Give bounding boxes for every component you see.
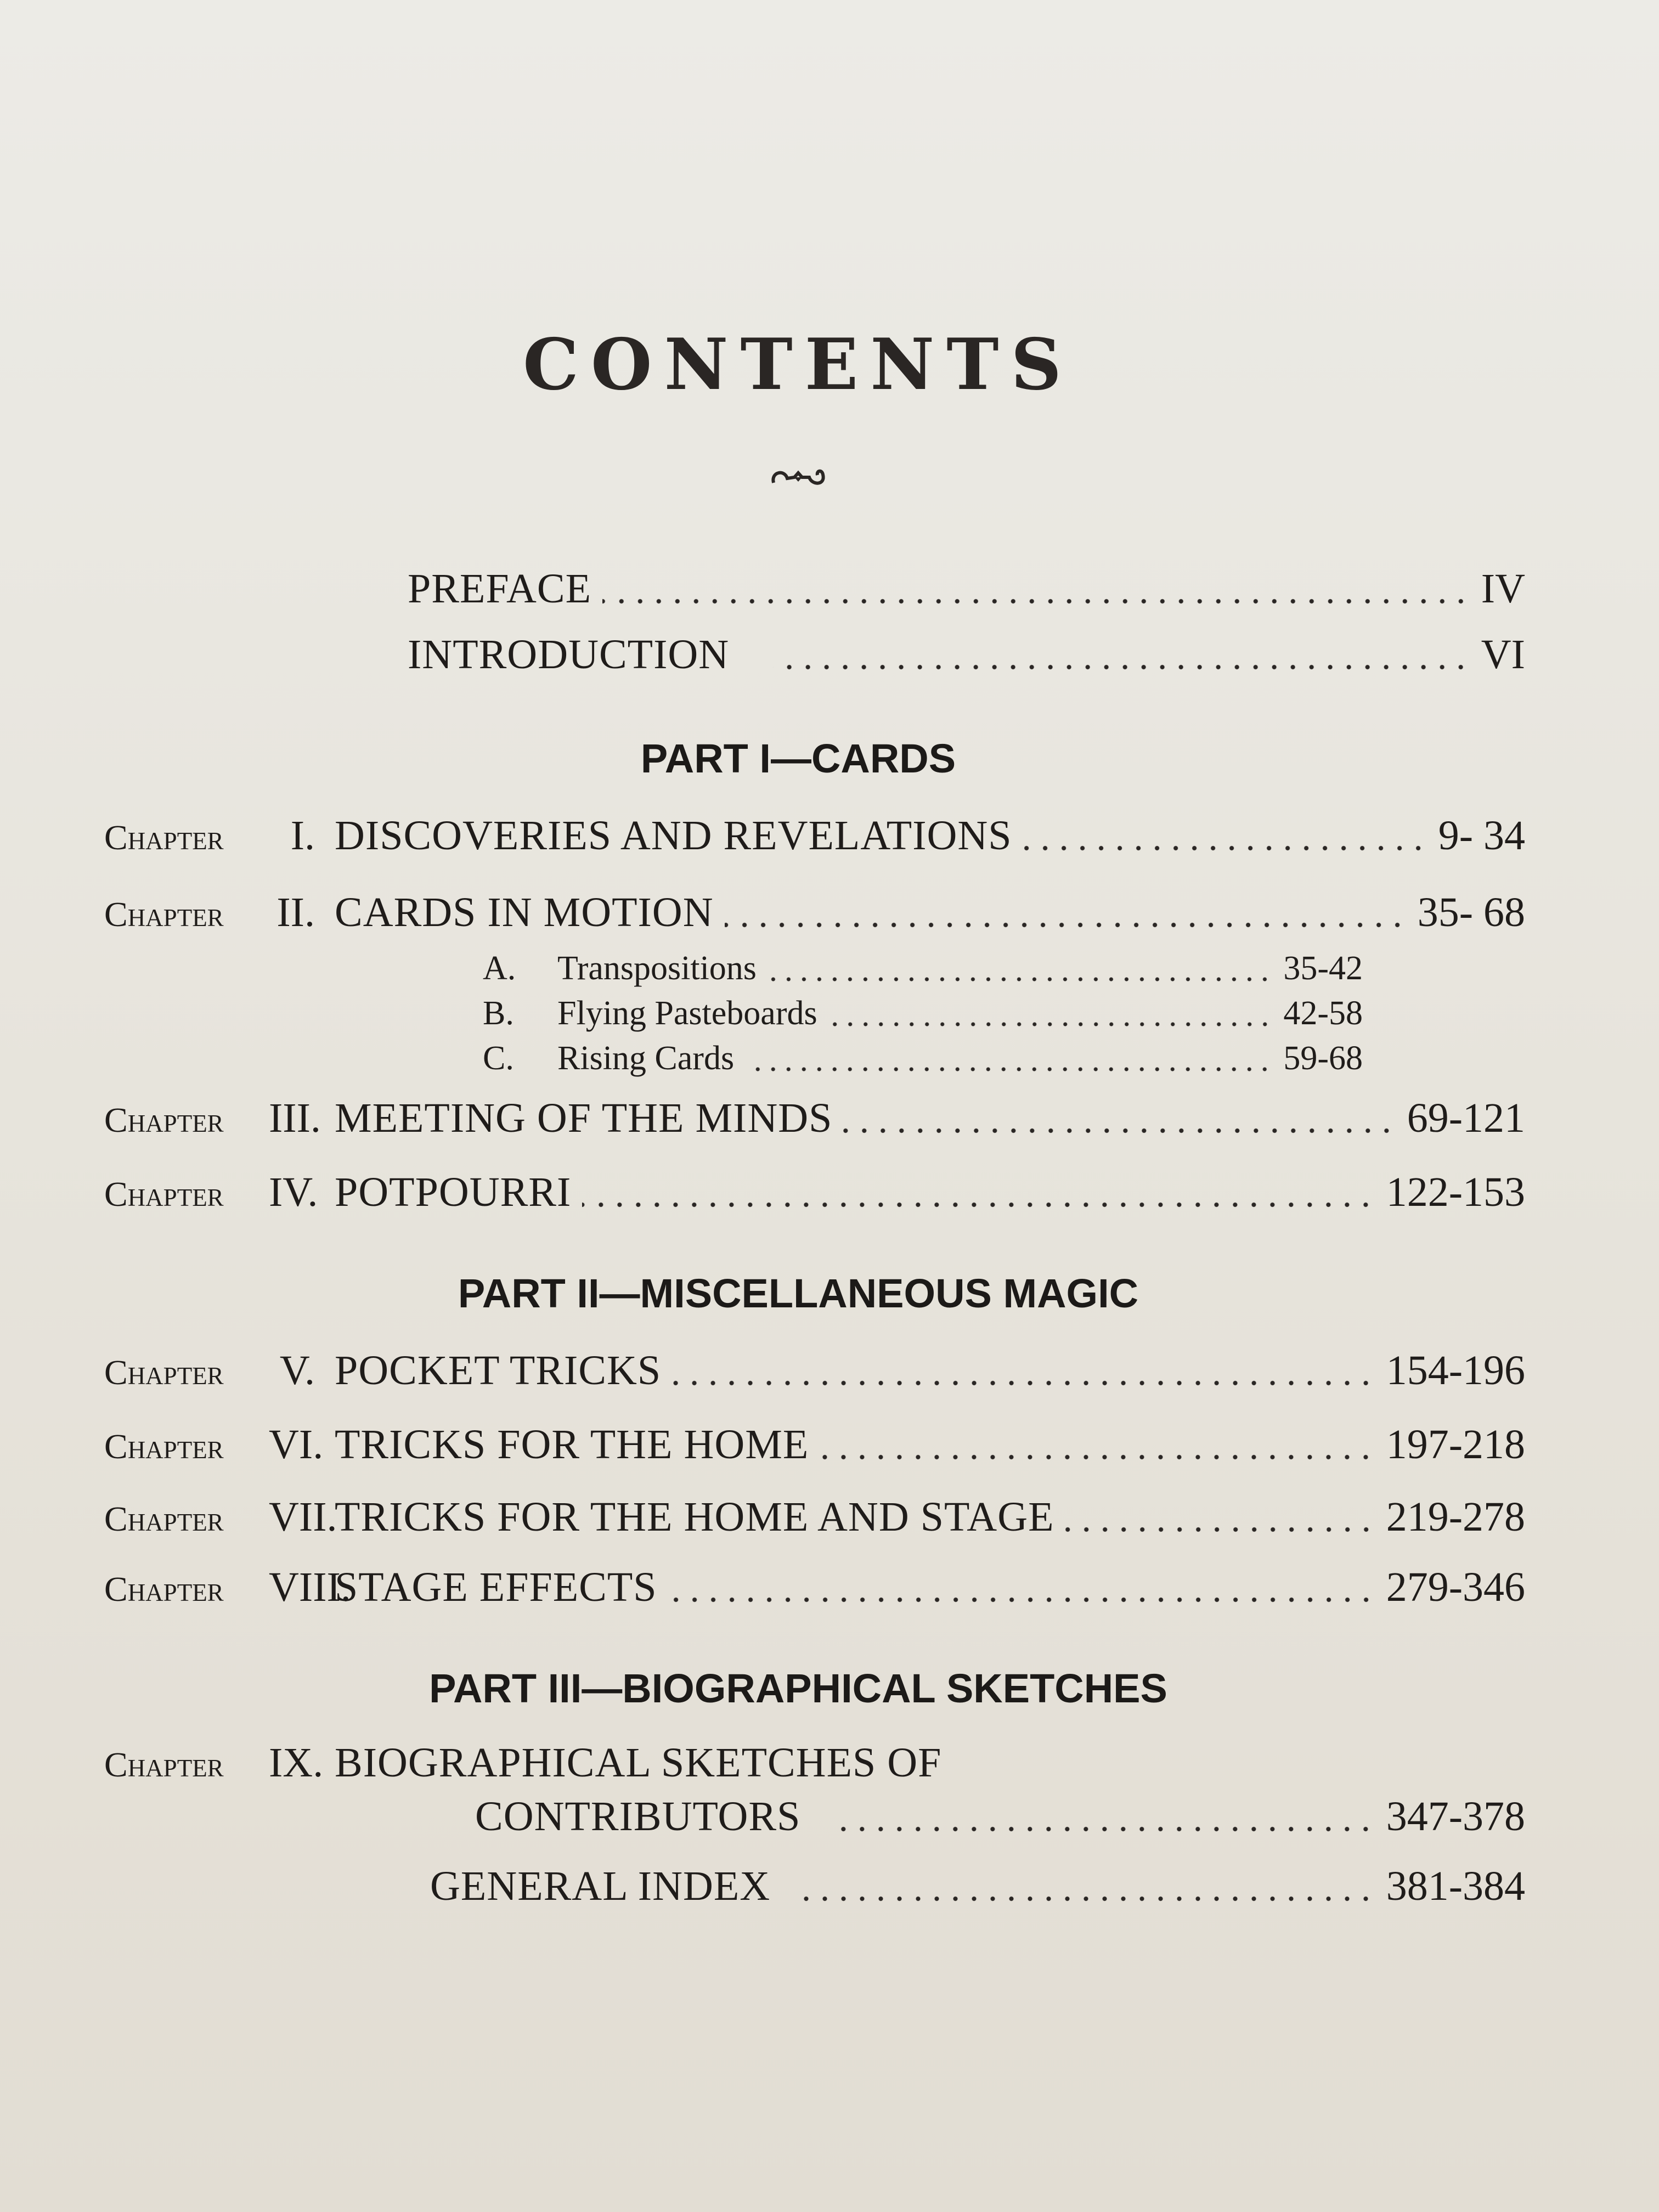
entry-title: TRICKS FOR THE HOME AND STAGE: [335, 1494, 1054, 1540]
chapter-number: IX.: [269, 1740, 324, 1786]
page-title: CONTENTS: [523, 324, 1074, 406]
entry-title: POTPOURRI: [335, 1169, 572, 1215]
toc-entry-introduction[interactable]: [408, 631, 1525, 679]
toc-entry-preface[interactable]: [408, 565, 1525, 613]
entry-pages: 122-153: [1386, 1169, 1525, 1215]
entry-pages: 59-68: [1283, 1040, 1363, 1077]
entry-pages: IV: [1481, 566, 1525, 612]
entry-pages: 69-121: [1407, 1095, 1525, 1141]
entry-title: BIOGRAPHICAL SKETCHES OF: [335, 1740, 942, 1786]
toc-section[interactable]: [483, 994, 1363, 1033]
chapter-number: VIII.: [269, 1564, 351, 1610]
dot-leader: [745, 1066, 1272, 1073]
toc-section[interactable]: [483, 1039, 1363, 1078]
chapter-label: Chapter: [104, 1101, 224, 1139]
entry-title: TRICKS FOR THE HOME: [335, 1421, 809, 1468]
entry-title: POCKET TRICKS: [335, 1347, 662, 1393]
part-heading: PART II—MISCELLANEOUS MAGIC: [458, 1271, 1139, 1316]
entry-pages: 197-218: [1386, 1421, 1525, 1468]
toc-section[interactable]: [483, 949, 1363, 988]
entry-pages: 219-278: [1386, 1494, 1525, 1540]
entry-pages: 347-378: [1386, 1793, 1525, 1839]
chapter-label: Chapter: [104, 1427, 224, 1466]
dot-leader: [672, 1379, 1375, 1387]
part-heading: PART I—CARDS: [640, 736, 956, 781]
chapter-number: IV.: [269, 1169, 318, 1215]
part-heading: PART III—BIOGRAPHICAL SKETCHES: [429, 1666, 1167, 1711]
entry-title: DISCOVERIES AND REVELATIONS: [335, 812, 1012, 859]
toc-chapter-continued[interactable]: [475, 1793, 1525, 1841]
dot-leader: [773, 663, 1470, 671]
dot-leader: [668, 1596, 1375, 1604]
toc-chapter[interactable]: [104, 1094, 1525, 1142]
ornament-icon: [768, 461, 828, 494]
entry-pages: VI: [1481, 631, 1525, 678]
toc-chapter[interactable]: [104, 1739, 1525, 1787]
entry-pages: 35-42: [1283, 950, 1363, 987]
chapter-number: II.: [276, 889, 315, 935]
toc-chapter[interactable]: [104, 1347, 1525, 1395]
entry-title: STAGE EFFECTS: [335, 1564, 657, 1610]
entry-pages: 154-196: [1386, 1347, 1525, 1393]
dot-leader: [602, 597, 1470, 605]
entry-title: INTRODUCTION: [408, 631, 730, 678]
entry-title: GENERAL INDEX: [430, 1863, 771, 1909]
toc-chapter[interactable]: [104, 1493, 1525, 1541]
section-letter: C.: [483, 1040, 514, 1077]
entry-pages: 381-384: [1386, 1863, 1525, 1909]
chapter-label: Chapter: [104, 1570, 224, 1609]
chapter-label: Chapter: [104, 818, 224, 857]
dot-leader: [725, 921, 1407, 929]
chapter-label: Chapter: [104, 895, 224, 934]
entry-pages: 279-346: [1386, 1564, 1525, 1610]
entry-title: Flying Pasteboards: [557, 995, 817, 1032]
section-letter: B.: [483, 995, 514, 1032]
chapter-number: VII.: [269, 1494, 337, 1540]
entry-title: Rising Cards: [557, 1040, 735, 1077]
entry-pages: 42-58: [1283, 995, 1363, 1032]
entry-title: MEETING OF THE MINDS: [335, 1095, 833, 1141]
dot-leader: [820, 1453, 1375, 1461]
entry-title: Transpositions: [557, 950, 757, 987]
chapter-label: Chapter: [104, 1745, 224, 1784]
chapter-number: V.: [279, 1347, 315, 1393]
toc-chapter[interactable]: [104, 1421, 1525, 1469]
dot-leader: [1065, 1526, 1375, 1533]
dot-leader: [839, 1825, 1375, 1833]
dot-leader: [582, 1201, 1375, 1209]
chapter-number: I.: [290, 812, 315, 859]
section-letter: A.: [483, 950, 516, 987]
entry-title: CONTRIBUTORS: [475, 1793, 801, 1839]
entry-title: CARDS IN MOTION: [335, 889, 714, 935]
chapter-label: Chapter: [104, 1175, 224, 1214]
toc-chapter[interactable]: [104, 1169, 1525, 1216]
toc-chapter[interactable]: [104, 812, 1525, 860]
chapter-number: VI.: [269, 1421, 324, 1468]
chapter-number: III.: [269, 1095, 321, 1141]
chapter-label: Chapter: [104, 1353, 224, 1392]
dot-leader: [828, 1021, 1273, 1028]
toc-chapter[interactable]: [104, 889, 1525, 936]
entry-pages: 9- 34: [1438, 812, 1525, 859]
dot-leader: [843, 1127, 1396, 1135]
dot-leader: [1023, 844, 1427, 852]
dot-leader: [803, 1895, 1375, 1903]
dot-leader: [768, 976, 1272, 983]
entry-pages: 35- 68: [1417, 889, 1525, 935]
entry-title: PREFACE: [408, 566, 592, 612]
chapter-label: Chapter: [104, 1499, 224, 1538]
toc-chapter[interactable]: [104, 1564, 1525, 1611]
toc-entry-index[interactable]: [430, 1863, 1525, 1910]
